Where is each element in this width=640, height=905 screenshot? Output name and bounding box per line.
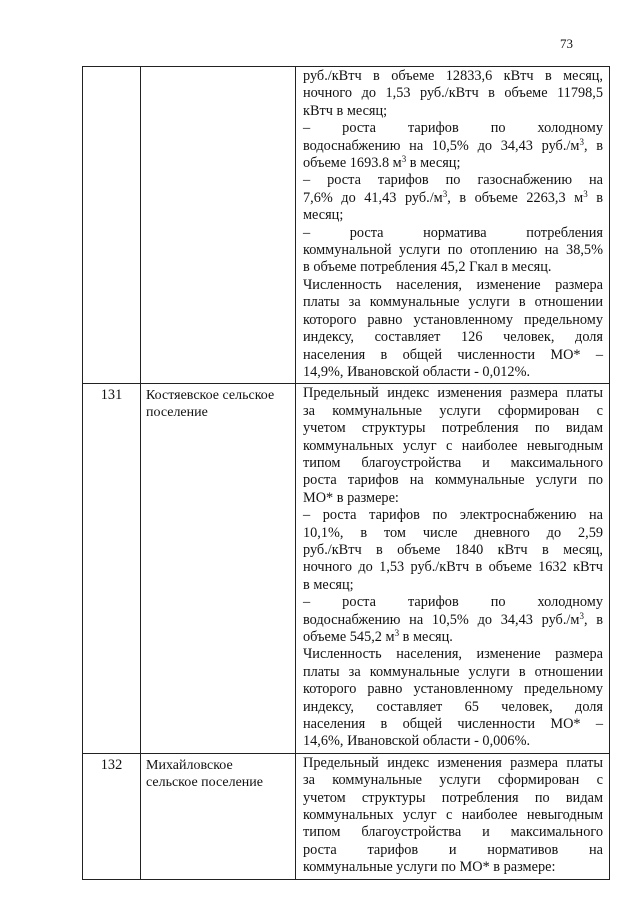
description-line: водоснабжению на 10,5% до 34,43 $руб./м^3$, в bbox=[303, 610, 603, 628]
table-row bbox=[83, 753, 610, 879]
description-line: Предельный индекс изменения размера платы bbox=[303, 385, 603, 402]
municipality-name-cell bbox=[141, 753, 296, 879]
description-line: 7,6% до 41,43 $руб./м^3$, в объеме 2263,3 $м^3$ в bbox=[303, 188, 603, 206]
description-line: – роста тарифов по электроснабжению на bbox=[303, 507, 603, 524]
description-line: ночного до 1,53 руб./кВтч в объеме 11798,5 bbox=[303, 85, 603, 102]
description-line: в месяц; bbox=[303, 576, 354, 593]
municipality-name-line: Михайловское bbox=[146, 757, 233, 773]
table-row bbox=[83, 384, 610, 754]
description-line: месяц; bbox=[303, 207, 344, 224]
description-line: Предельный индекс изменения размера платы bbox=[303, 754, 603, 771]
municipality-tariff-table bbox=[82, 66, 610, 880]
description-line: коммунальных услуг с наиболее невыгодным bbox=[303, 807, 603, 824]
row-number-cell: 131 bbox=[83, 384, 141, 754]
table-row bbox=[83, 67, 610, 384]
description-line: индексу, составляет 65 человек, доля bbox=[303, 698, 603, 715]
description-line: коммунальных услуг с наиболее невыгодным bbox=[303, 437, 603, 454]
municipality-name-line: поселение bbox=[146, 405, 208, 421]
row-number-cell bbox=[83, 67, 141, 384]
description-line: индексу, составляет 126 человек, доля bbox=[303, 329, 603, 346]
description-line: МО* в размере: bbox=[303, 489, 399, 506]
description-line: платы за коммунальные услуги в отношении bbox=[303, 294, 603, 311]
description-line: за коммунальные услуги сформирован с bbox=[303, 772, 603, 789]
description-line: роста тарифов на коммунальные услуги по bbox=[303, 472, 603, 489]
description-line: которого равно установленному предельному bbox=[303, 311, 603, 328]
superscript-3: 3 bbox=[579, 610, 584, 621]
description-line: Численность населения, изменение размера bbox=[303, 276, 603, 293]
page-number: 73 bbox=[560, 36, 573, 51]
description-line: учетом структуры потребления по видам bbox=[303, 420, 603, 437]
description-line: – роста тарифов по газоснабжению на bbox=[303, 172, 603, 189]
description-line: – роста тарифов по холодному bbox=[303, 594, 603, 611]
description-line: водоснабжению на 10,5% до 34,43 $руб./м^3$, в bbox=[303, 136, 603, 154]
description-line: ночного до 1,53 руб./кВтч в объеме 1632 кВтч bbox=[303, 559, 603, 576]
description-line: учетом структуры потребления по видам bbox=[303, 789, 603, 806]
description-line: руб./кВтч в объеме 1840 кВтч в месяц, bbox=[303, 541, 603, 558]
description-cell bbox=[296, 67, 610, 384]
row-number-cell: 132 bbox=[83, 753, 141, 879]
description-line: коммунальной услуги по отоплению на 38,5% bbox=[303, 242, 603, 259]
superscript-3: 3 bbox=[394, 628, 400, 638]
description-line: Численность населения, изменение размера bbox=[303, 646, 603, 663]
description-line: 14,9%, Ивановской области - 0,012%. bbox=[303, 363, 531, 380]
description-line: 10,1%, в том числе дневного до 2,59 bbox=[303, 524, 603, 541]
description-line: роста тарифов и нормативов на bbox=[303, 841, 603, 858]
description-line: населения в общей численности МО* – bbox=[303, 716, 603, 733]
description-line: объеме 545,2 $м^3$ в месяц. bbox=[303, 628, 453, 645]
description-line: типом благоустройства и максимального bbox=[303, 824, 603, 841]
description-line: руб./кВтч в объеме 12833,6 кВтч в месяц, bbox=[303, 68, 603, 84]
superscript-3: 3 bbox=[401, 154, 407, 165]
superscript-3: 3 bbox=[579, 136, 584, 147]
description-line: платы за коммунальные услуги в отношении bbox=[303, 663, 603, 680]
description-line: – роста тарифов по холодному bbox=[303, 120, 603, 137]
superscript-3: 3 bbox=[583, 188, 588, 199]
description-line: – роста норматива потребления bbox=[303, 224, 603, 241]
superscript-3: 3 bbox=[442, 188, 448, 199]
description-line: коммунальные услуги по МО* в размере: bbox=[303, 859, 556, 876]
description-line: типом благоустройства и максимального bbox=[303, 454, 603, 471]
description-line: объеме 1693.8 $м^3$ в месяц; bbox=[303, 154, 461, 172]
description-line: кВтч в месяц; bbox=[303, 102, 388, 119]
municipality-name-cell bbox=[141, 384, 296, 754]
description-line: населения в общей численности МО* – bbox=[303, 346, 603, 363]
municipality-name-line: сельское поселение bbox=[146, 774, 263, 790]
description-line: которого равно установленному предельному bbox=[303, 681, 603, 698]
description-line: за коммунальные услуги сформирован с bbox=[303, 402, 603, 419]
municipality-name-cell bbox=[141, 67, 296, 384]
description-cell bbox=[296, 384, 610, 754]
description-cell bbox=[296, 753, 610, 879]
municipality-name-line: Костяевское сельское bbox=[146, 388, 275, 404]
description-line: 14,6%, Ивановской области - 0,006%. bbox=[303, 733, 531, 750]
description-line: в объеме потребления 45,2 Гкал в месяц. bbox=[303, 259, 552, 276]
